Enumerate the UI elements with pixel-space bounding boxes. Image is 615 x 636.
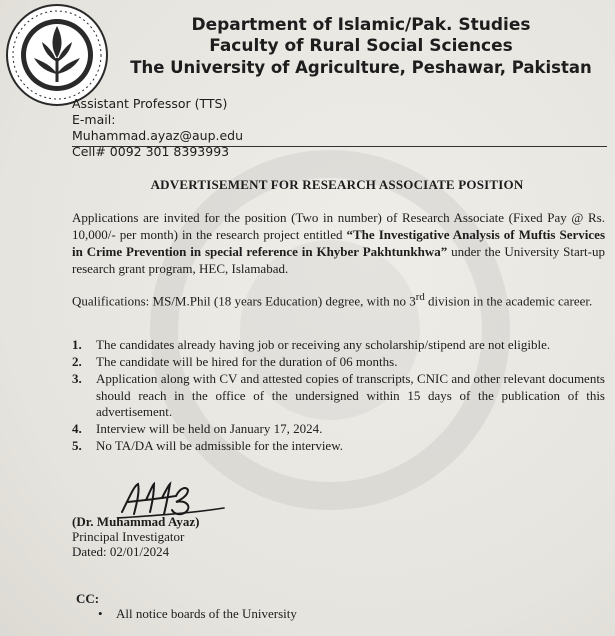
- list-item-text: Interview will be held on January 17, 2024.: [96, 421, 323, 436]
- header-divider: [72, 146, 607, 147]
- list-item-number: 3.: [72, 371, 82, 386]
- list-item-number: 5.: [72, 438, 82, 453]
- conditions-list: [72, 337, 605, 455]
- cc-label: CC:: [76, 591, 100, 606]
- contact-position: Assistant Professor (TTS): [72, 96, 228, 111]
- list-item-text: Application along with CV and attested copies of transcripts, CNIC and other relevant documents should reach in the office of the undersigned within 15 days of the publication of this advertisement.: [96, 371, 605, 419]
- qualifications-text: Qualifications: MS/M.Phil (18 years Education) degree, with no 3: [72, 293, 416, 309]
- cc-list-item: [98, 606, 297, 622]
- list-item-number: 4.: [72, 421, 82, 436]
- intro-text-part2: under the University Start-up research grant program, HEC, Islamabad.: [72, 244, 605, 276]
- bullet-icon: •: [98, 606, 103, 621]
- signatory-date: Dated: 02/01/2024: [72, 544, 170, 559]
- contact-email: E-mail: Muhammad.ayaz@aup.edu: [72, 112, 244, 143]
- university-name: The University of Agriculture, Peshawar, Pakistan: [130, 58, 592, 77]
- list-item: [72, 371, 605, 421]
- qualifications-superscript: rd: [415, 291, 425, 303]
- list-item: [72, 354, 605, 371]
- list-item: [72, 438, 605, 455]
- faculty-name: Faculty of Rural Social Sciences: [209, 36, 513, 56]
- list-item-text: No TA/DA will be admissible for the interview.: [96, 438, 343, 453]
- list-item-number: 1.: [72, 337, 82, 352]
- department-name: Department of Islamic/Pak. Studies: [191, 15, 531, 35]
- cc-item-text: All notice boards of the University: [116, 606, 297, 621]
- list-item-text: The candidates already having job or receiving any scholarship/stipend are not eligible.: [96, 337, 551, 352]
- list-item-number: 2.: [72, 354, 82, 369]
- signatory-name: (Dr. Muhammad Ayaz): [72, 514, 200, 529]
- qualifications-text-end: division in the academic career.: [424, 293, 593, 309]
- contact-block: [72, 96, 282, 160]
- letterhead: [112, 14, 610, 79]
- university-seal-icon: [4, 2, 110, 108]
- project-title: “The Investigative Analysis of Muftis Services in Crime Prevention in special reference in Khyber Pakhtunkhwa”: [72, 227, 605, 259]
- list-item: [72, 421, 605, 438]
- contact-cell: Cell# 0092 301 8393993: [72, 144, 230, 159]
- advertisement-title: ADVERTISEMENT FOR RESEARCH ASSOCIATE POSITION: [150, 177, 524, 192]
- qualifications-paragraph: [72, 289, 605, 309]
- signatory-block: [72, 514, 199, 559]
- intro-text-part1: Applications are invited for the position (Two in number) of Research Associate (Fixed Pay @ Rs. 10,000/- per month) in the research project entitled: [72, 210, 605, 242]
- list-item: [72, 337, 605, 354]
- list-item-text: The candidate will be hired for the duration of 06 months.: [96, 354, 398, 369]
- intro-paragraph: [72, 209, 605, 277]
- signatory-role: Principal Investigator: [72, 529, 185, 544]
